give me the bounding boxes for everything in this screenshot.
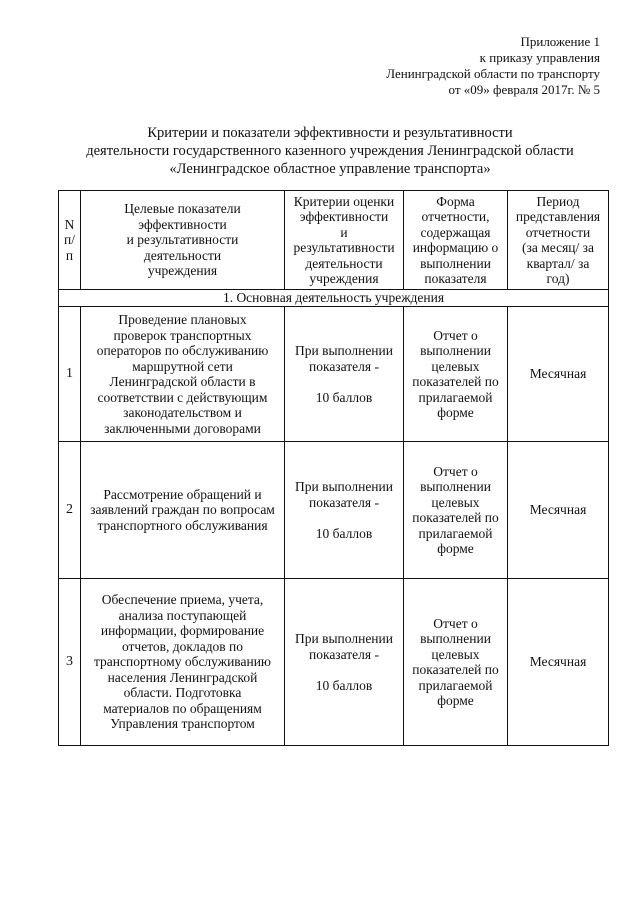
row-indicator: Рассмотрение обращений и заявлений граждан по вопросам транспортного обслуживания <box>81 442 285 579</box>
row-period: Месячная <box>508 442 609 579</box>
appendix-line: Приложение 1 <box>520 34 600 49</box>
criteria-table <box>58 190 609 746</box>
header-indicators: Целевые показатели эффективности и результативности деятельности учреждения <box>81 191 285 290</box>
document-title <box>50 124 610 178</box>
appendix-note <box>386 34 600 98</box>
appendix-line: к приказу управления <box>479 50 600 65</box>
section-title: 1. Основная деятельность учреждения <box>59 290 609 307</box>
header-criteria: Критерии оценки эффективности и результативности деятельности учреждения <box>285 191 404 290</box>
row-number: 1 <box>59 307 81 442</box>
appendix-line: от «09» февраля 2017г. № 5 <box>448 82 600 97</box>
row-criteria: При выполнении показателя - 10 баллов <box>285 442 404 579</box>
header-number: N п/ п <box>59 191 81 290</box>
row-criteria: При выполнении показателя - 10 баллов <box>285 307 404 442</box>
row-number: 2 <box>59 442 81 579</box>
row-period: Месячная <box>508 307 609 442</box>
title-line: «Ленинградское областное управление транспорта» <box>169 161 491 177</box>
row-criteria: При выполнении показателя - 10 баллов <box>285 579 404 746</box>
row-report-form: Отчет о выполнении целевых показателей по прилагаемой форме <box>404 442 508 579</box>
table-row <box>59 579 609 746</box>
table-header-row <box>59 191 609 290</box>
row-period: Месячная <box>508 579 609 746</box>
row-report-form: Отчет о выполнении целевых показателей по прилагаемой форме <box>404 579 508 746</box>
header-period: Период представления отчетности (за месяц/ за квартал/ за год) <box>508 191 609 290</box>
section-row <box>59 290 609 307</box>
table-row <box>59 442 609 579</box>
row-indicator: Проведение плановых проверок транспортных операторов по обслуживанию маршрутной сети Ленинградской области в соответствии с действующим законодательством и заключенными договорами <box>81 307 285 442</box>
row-report-form: Отчет о выполнении целевых показателей по прилагаемой форме <box>404 307 508 442</box>
row-indicator: Обеспечение приема, учета, анализа поступающей информации, формирование отчетов, докладов по транспортному обслуживанию населения Ленинградской области. Подготовка материалов по обращениям Управления транспортом <box>81 579 285 746</box>
header-report-form: Форма отчетности, содержащая информацию о выполнении показателя <box>404 191 508 290</box>
appendix-line: Ленинградской области по транспорту <box>386 66 600 81</box>
row-number: 3 <box>59 579 81 746</box>
title-line: деятельности государственного казенного учреждения Ленинградской области <box>86 143 574 159</box>
table-row <box>59 307 609 442</box>
title-line: Критерии и показатели эффективности и результативности <box>147 125 513 141</box>
